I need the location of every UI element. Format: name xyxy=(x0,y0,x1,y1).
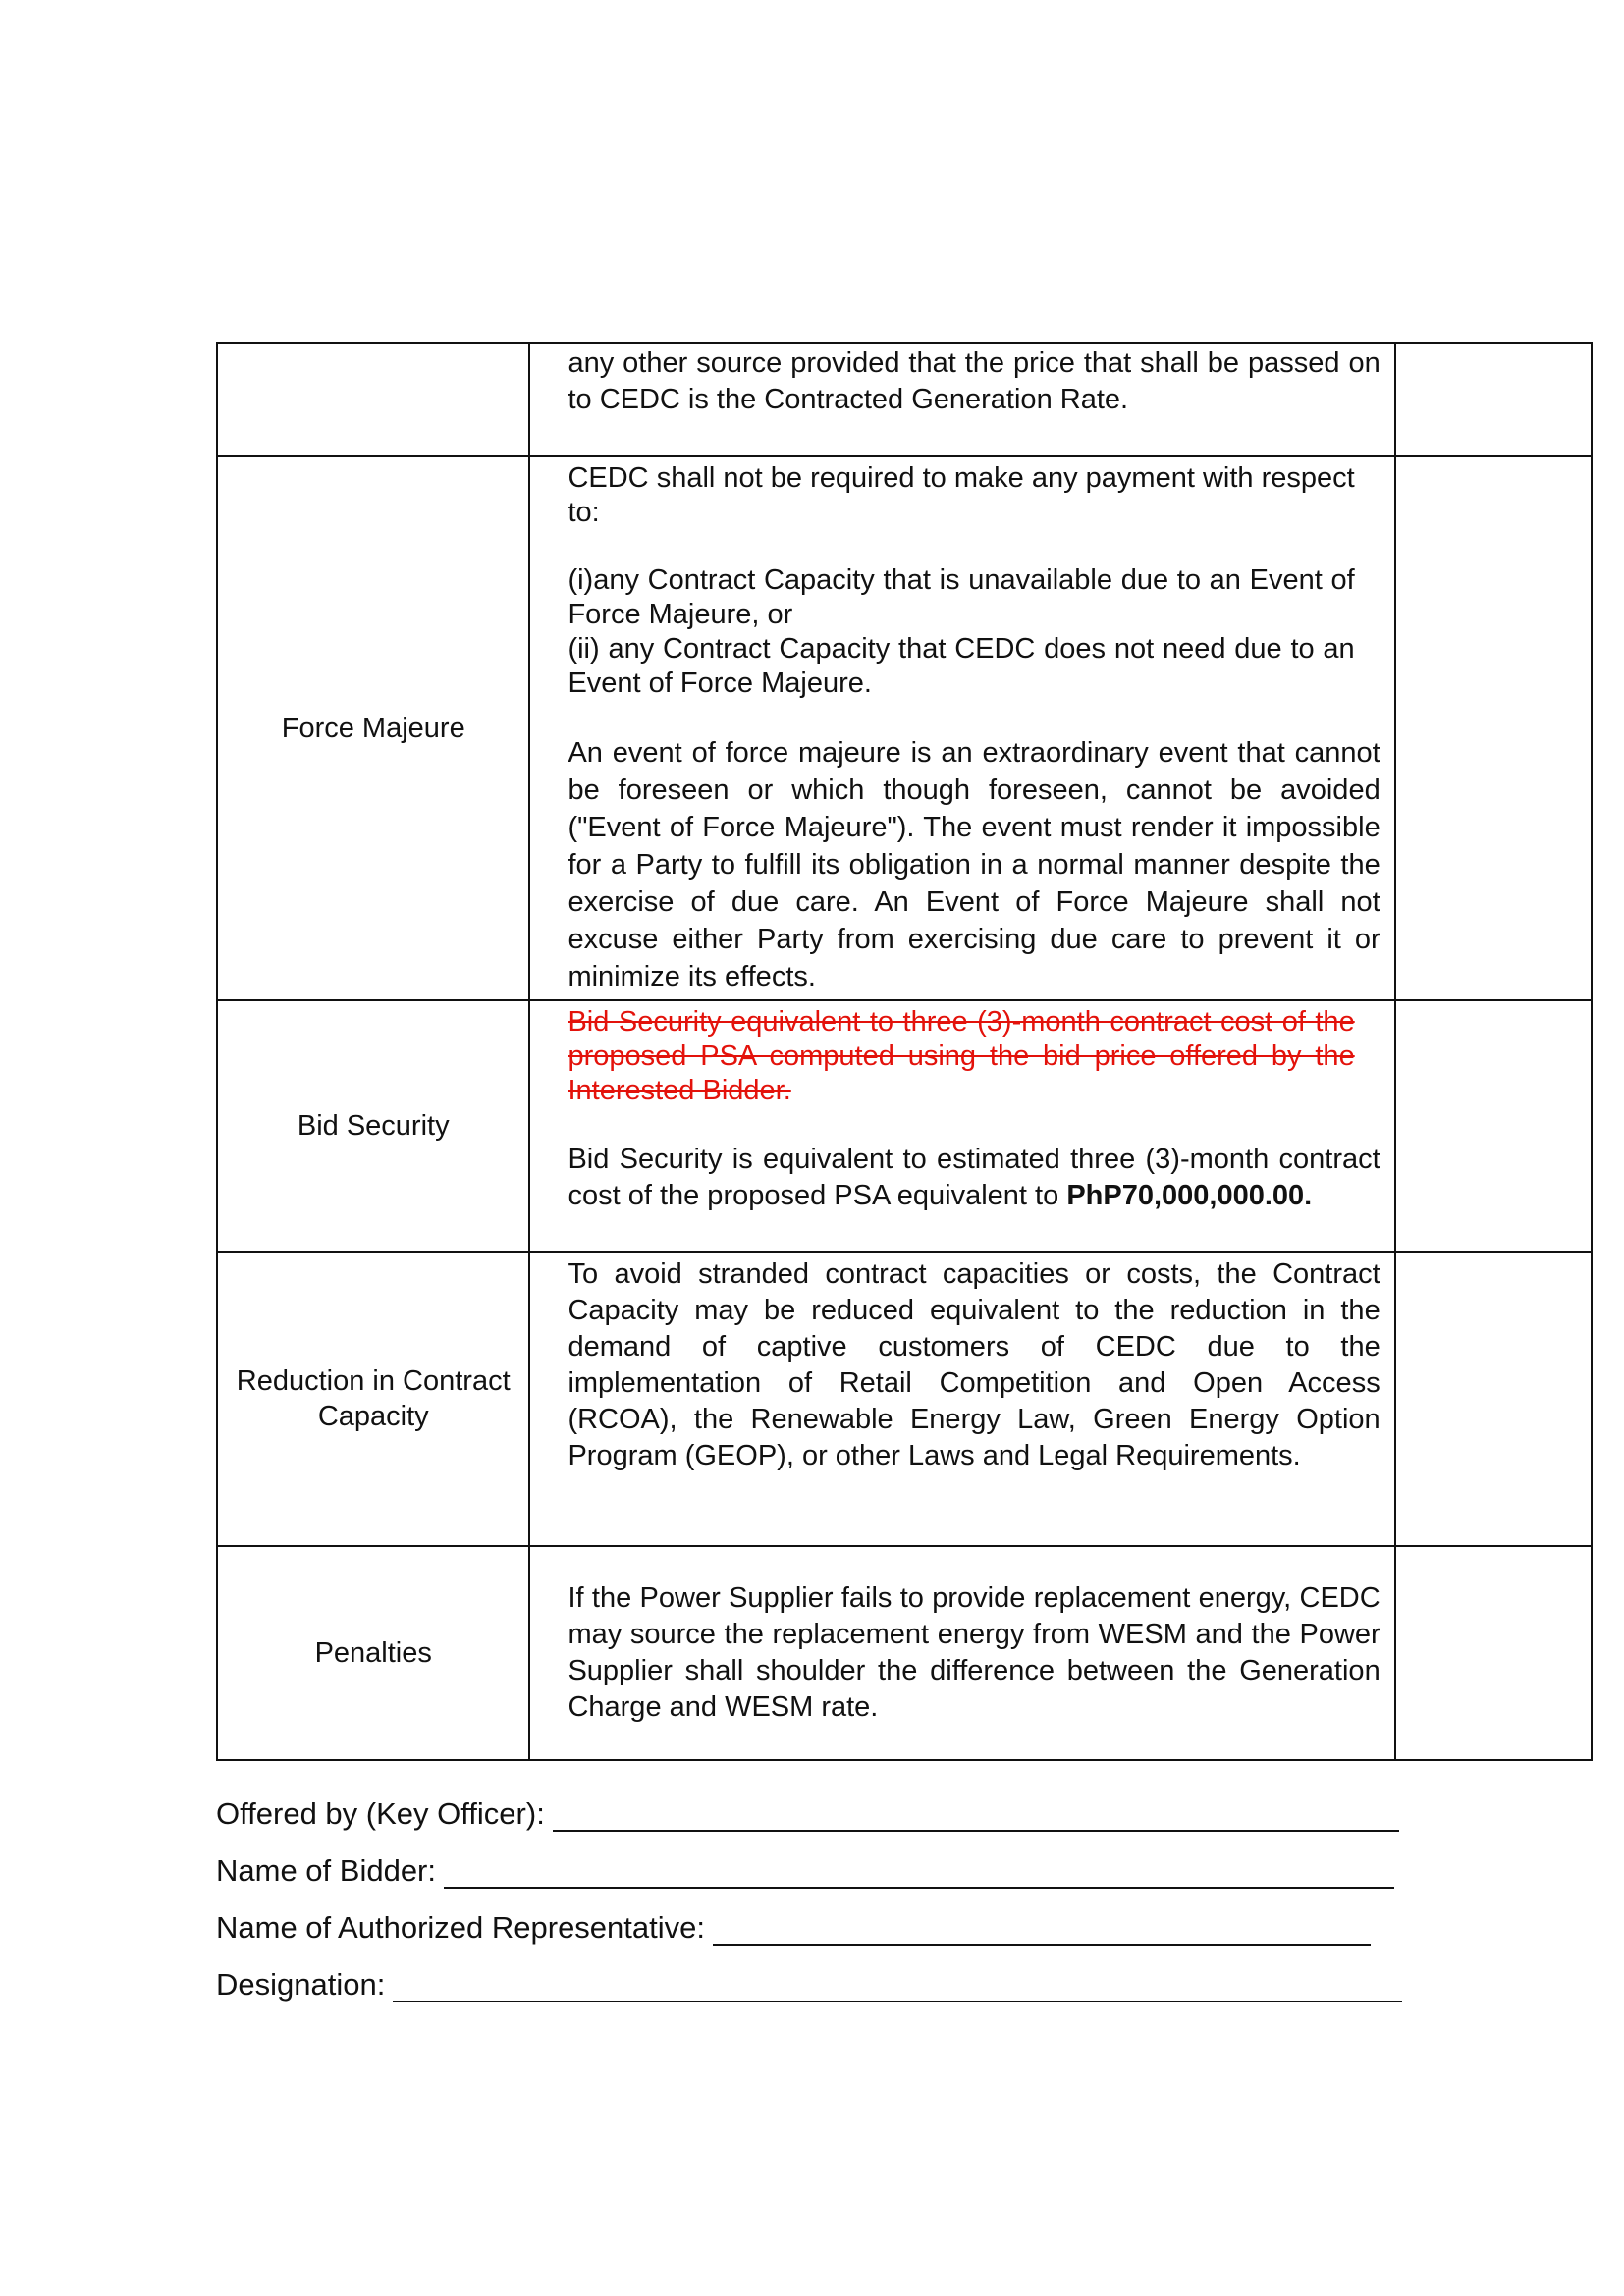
signature-bidder xyxy=(216,1845,1394,1889)
designation-label: Designation: xyxy=(216,1967,386,2002)
description-cell xyxy=(529,1252,1394,1546)
paragraph xyxy=(568,1142,1380,1214)
description-cell xyxy=(529,456,1394,1000)
paragraph: To avoid stranded contract capacities or costs, the Contract Capacity may be reduced equivalent to the reduction in the demand of captive customers of CEDC due to the implementation of Retail Competition and Open Access (RCOA), the Renewable Energy Law, Green Energy Option Program (GEOP), or other Laws and Legal Requirements. xyxy=(568,1258,1380,1471)
representative-line[interactable] xyxy=(713,1908,1371,1946)
signature-designation xyxy=(216,1959,1402,2002)
paragraph: (ii) any Contract Capacity that CEDC does not need due to an Event of Force Majeure. xyxy=(568,633,1355,699)
remarks-cell xyxy=(1395,1546,1592,1760)
bidder-line[interactable] xyxy=(444,1851,1394,1889)
remarks-cell xyxy=(1395,1252,1592,1546)
representative-label: Name of Authorized Representative: xyxy=(216,1910,705,1945)
topic-cell xyxy=(217,343,529,456)
bid-security-text: Bid Security is equivalent to estimated three (3)-month contract cost of the proposed PSA equivalent to xyxy=(568,1144,1380,1211)
offered-by-line[interactable] xyxy=(553,1794,1399,1832)
signature-representative xyxy=(216,1902,1371,1946)
paragraph: If the Power Supplier fails to provide replacement energy, CEDC may source the replacement energy from WESM and the Power Supplier shall shoulder the difference between the Generation Charge and WESM rate. xyxy=(568,1582,1380,1723)
paragraph: (i)any Contract Capacity that is unavailable due to an Event of Force Majeure, or xyxy=(568,564,1355,630)
paragraph: any other source provided that the price that shall be passed on to CEDC is the Contracted Generation Rate. xyxy=(568,347,1380,415)
terms-table xyxy=(216,342,1593,1761)
offered-by-label: Offered by (Key Officer): xyxy=(216,1796,545,1831)
topic-cell: Penalties xyxy=(217,1546,529,1760)
signature-offered-by xyxy=(216,1789,1399,1832)
remarks-cell xyxy=(1395,456,1592,1000)
bidder-label: Name of Bidder: xyxy=(216,1853,436,1888)
topic-cell: Bid Security xyxy=(217,1000,529,1252)
remarks-cell xyxy=(1395,1000,1592,1252)
designation-line[interactable] xyxy=(393,1965,1402,2002)
description-cell xyxy=(529,1546,1394,1760)
table-row xyxy=(217,456,1592,1000)
paragraph: CEDC shall not be required to make any payment with respect to: xyxy=(568,462,1355,528)
description-cell xyxy=(529,1000,1394,1252)
paragraph: An event of force majeure is an extraordinary event that cannot be foreseen or which though foreseen, cannot be avoided ("Event of Force Majeure"). The event must render it impossible for a Party to fulfill its obligation in a normal manner despite the exercise of due care. An Event of Force Majeure shall not excuse either Party from exercising due care to prevent it or minimize its effects. xyxy=(568,737,1380,992)
table-row xyxy=(217,1000,1592,1252)
topic-cell: Reduction in Contract Capacity xyxy=(217,1252,529,1546)
remarks-cell xyxy=(1395,343,1592,456)
struck-paragraph: Bid Security equivalent to three (3)-month contract cost of the proposed PSA computed using the bid price offered by the Interested Bidder. xyxy=(568,1006,1355,1106)
table-row xyxy=(217,1546,1592,1760)
bid-security-amount: PhP70,000,000.00. xyxy=(1066,1180,1313,1211)
table-row xyxy=(217,1252,1592,1546)
description-cell xyxy=(529,343,1394,456)
topic-cell: Force Majeure xyxy=(217,456,529,1000)
table-row xyxy=(217,343,1592,456)
